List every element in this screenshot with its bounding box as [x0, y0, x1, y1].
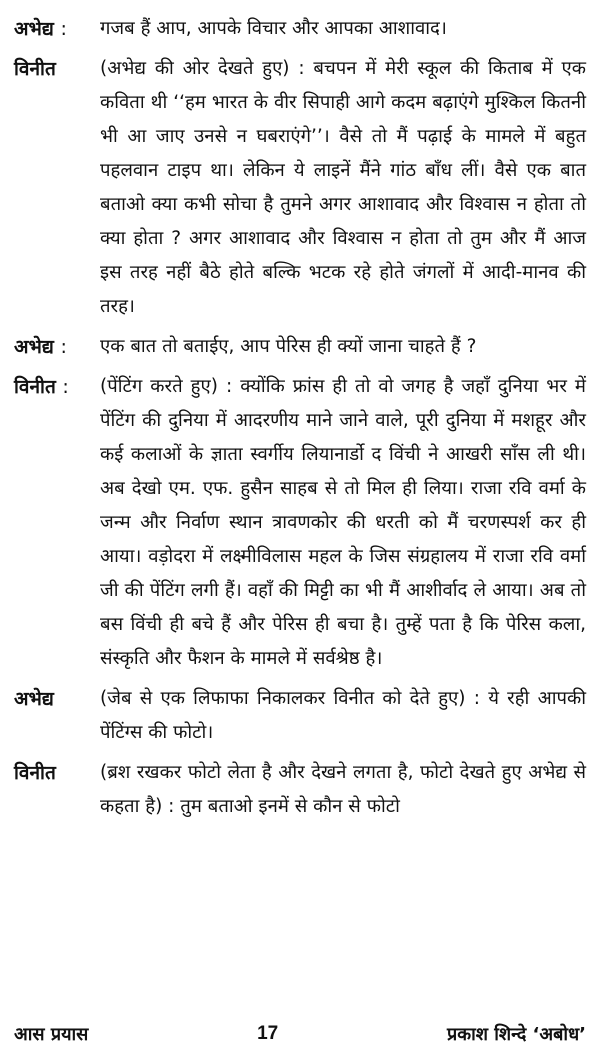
page-footer	[14, 1022, 586, 1046]
dialogue-page	[14, 12, 586, 830]
dialogue-text: (ब्रश रखकर फोटो लेता है और देखने लगता है, फोटो देखते हुए अभेद्य से कहता है) : तुम बताओ इनमें से कौन से फोटो	[100, 762, 586, 817]
dialogue-line	[14, 682, 586, 750]
dialogue-text: (पेंटिंग करते हुए) : क्योंकि फ्रांस ही तो वो जगह है जहाँ दुनिया भर में पेंटिंग की दुनिया में आदरणीय माने जाने वाले, पूरी दुनिया में मशहूर और कई कलाओं के ज्ञाता स्वर्गीय लियानार्डो द विंची ने आखरी साँस ली थी। अब देखो एम. एफ. हुसैन साहब से तो मिल ही लिया। राजा रवि वर्मा के जन्म और निर्वाण स्थान त्रावणकोर की धरती को मैं चरणस्पर्श कर ही आया। वड़ोदरा में लक्ष्मीविलास महल के जिस संग्रहालय में राजा रवि वर्मा जी की पेंटिंग लगी हैं। वहाँ की मिट्टी का भी मैं आशीर्वाद ले आया। अब तो बस विंची ही बचे हैं और पेरिस ही बचा है। तुम्हें पता है कि पेरिस कला, संस्कृति और फैशन के मामले में सर्वश्रेष्ठ है।	[100, 376, 586, 669]
dialogue-text: (जेब से एक लिफाफा निकालकर विनीत को देते हुए) : ये रही आपकी पेंटिंग्स की फोटो।	[100, 688, 586, 743]
dialogue-text: (अभेद्य की ओर देखते हुए) : बचपन में मेरी स्कूल की किताब में एक कविता थी ‘‘हम भारत के वीर सिपाही आगे कदम बढ़ाएंगे मुश्किल कितनी भी आ जाए उनसे न घबराएंगे’’। वैसे तो मैं पढ़ाई के मामले में बहुत पहलवान टाइप था। लेकिन ये लाइनें मैंने गांठ बाँध लीं। वैसे एक बात बताओ क्या कभी सोचा है तुमने अगर आशावाद और विश्वास न होता तो क्या होता ? अगर आशावाद और विश्वास न होता तो तुम और मैं आज इस तरह नहीं बैठे होते बल्कि भटक रहे होते जंगलों में आदी-मानव की तरह।	[100, 58, 586, 317]
speaker-name: अभेद्य :	[14, 336, 67, 358]
dialogue-line	[14, 330, 586, 364]
dialogue-text: गजब हैं आप, आपके विचार और आपका आशावाद।	[100, 18, 447, 39]
speaker-name: विनीत :	[14, 376, 69, 398]
dialogue-line	[14, 52, 586, 324]
dialogue-line	[14, 756, 586, 824]
dialogue-line	[14, 370, 586, 676]
footer-book-title: आस प्रयास	[14, 1024, 89, 1045]
speaker-name: विनीत	[14, 58, 56, 80]
speaker-name: अभेद्य	[14, 688, 54, 710]
speaker-name: अभेद्य :	[14, 18, 67, 40]
page-number: 17	[257, 1023, 279, 1044]
dialogue-line	[14, 12, 586, 46]
footer-author: प्रकाश शिन्दे ‘अबोध’	[447, 1024, 586, 1045]
speaker-name: विनीत	[14, 762, 56, 784]
dialogue-text: एक बात तो बताईए, आप पेरिस ही क्यों जाना चाहते हैं ?	[100, 336, 477, 357]
